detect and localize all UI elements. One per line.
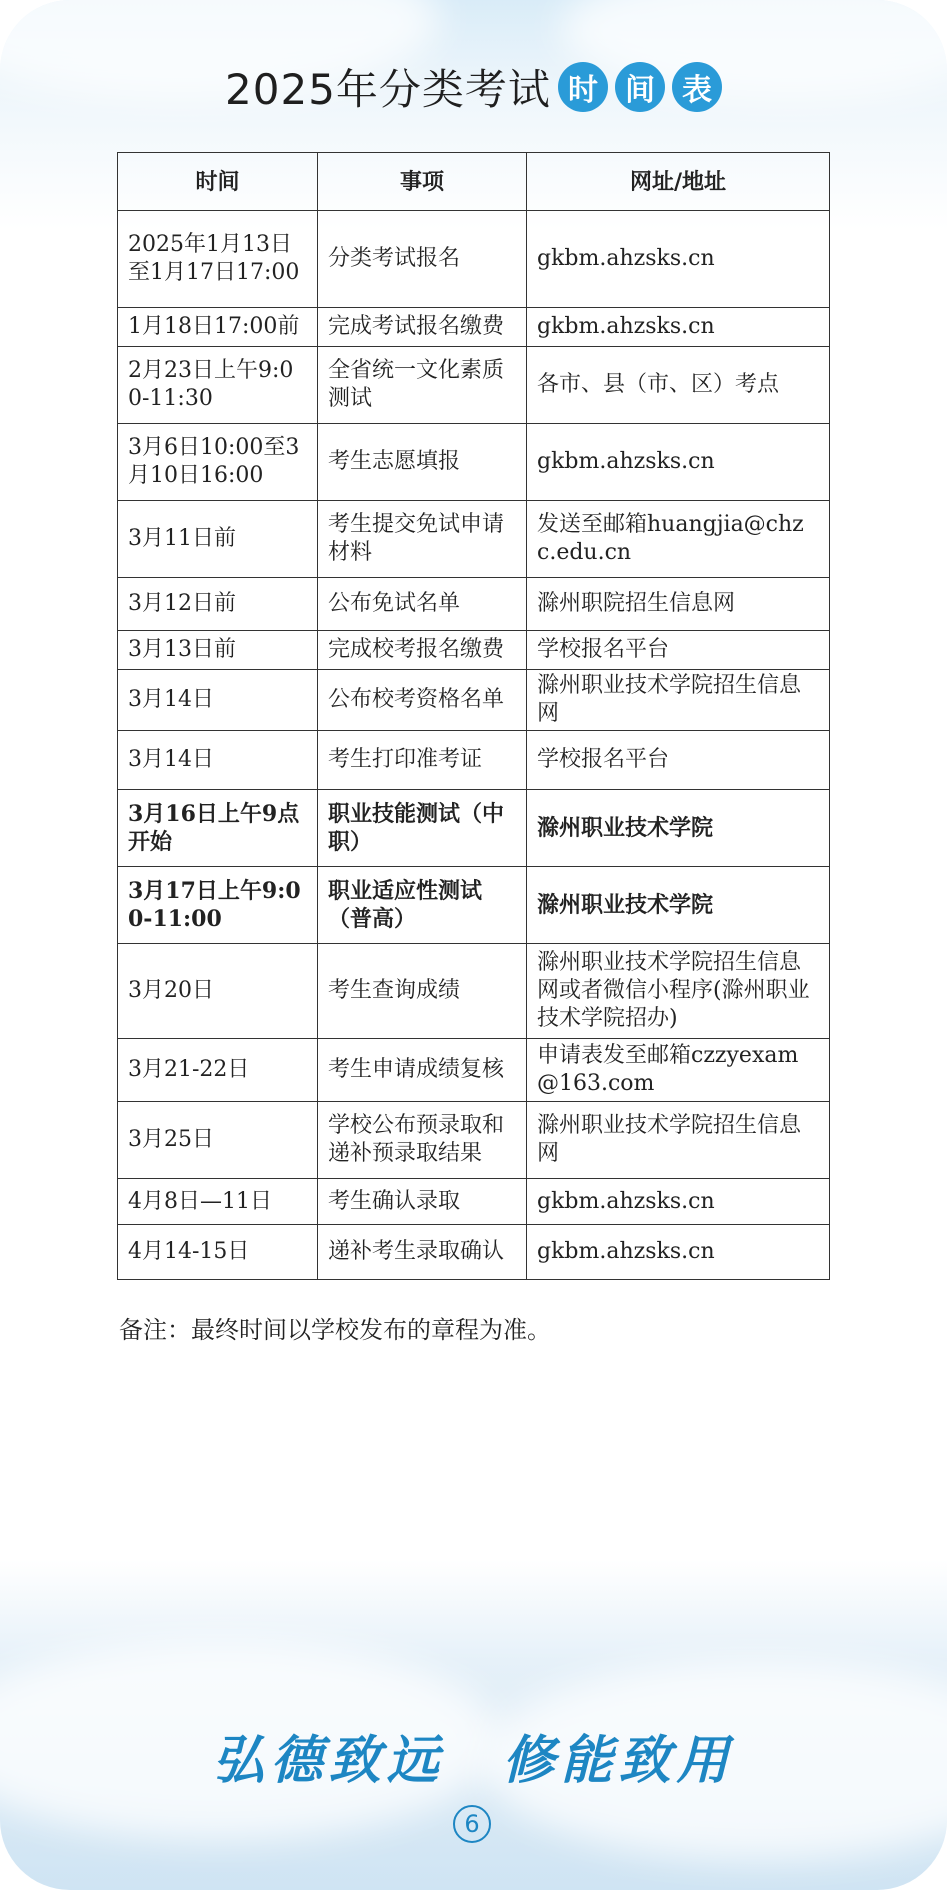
cell-item: 公布校考资格名单 [318,670,527,731]
cell-time: 3月17日上午9:00-11:00 [118,867,318,944]
schedule-table [117,152,830,1280]
title-circle-char: 表 [672,62,722,112]
cell-time: 3月25日 [118,1102,318,1179]
table-row [118,211,830,308]
cell-address: 发送至邮箱huangjia@chzc.edu.cn [527,501,830,578]
cell-address: 滁州职业技术学院招生信息网 [527,670,830,731]
cell-address: 滁州职院招生信息网 [527,578,830,631]
cell-time: 3月16日上午9点开始 [118,790,318,867]
cell-address: 滁州职业技术学院招生信息网或者微信小程序(滁州职业技术学院招办) [527,944,830,1039]
cell-time: 3月6日10:00至3月10日16:00 [118,424,318,501]
cell-item: 递补考生录取确认 [318,1225,527,1280]
page-title [0,52,947,122]
cell-item: 考生申请成绩复核 [318,1039,527,1102]
cell-address: 滁州职业技术学院 [527,867,830,944]
table-row [118,790,830,867]
page-number: 6 [453,1805,491,1843]
table-row [118,631,830,670]
cell-item: 考生查询成绩 [318,944,527,1039]
cell-time: 4月8日—11日 [118,1179,318,1225]
cell-address: gkbm.ahzsks.cn [527,211,830,308]
cell-item: 考生打印准考证 [318,731,527,790]
table-row [118,347,830,424]
table-row [118,670,830,731]
cell-item: 职业适应性测试（普高） [318,867,527,944]
cell-address: gkbm.ahzsks.cn [527,308,830,347]
header-address: 网址/地址 [527,153,830,211]
table-row [118,308,830,347]
cell-address: 各市、县（市、区）考点 [527,347,830,424]
cell-address: 学校报名平台 [527,731,830,790]
cell-item: 考生志愿填报 [318,424,527,501]
table-row [118,867,830,944]
table-row [118,1225,830,1280]
cell-time: 3月13日前 [118,631,318,670]
cell-item: 学校公布预录取和递补预录取结果 [318,1102,527,1179]
table-row [118,731,830,790]
table-header-row [118,153,830,211]
cell-address: gkbm.ahzsks.cn [527,424,830,501]
cell-time: 3月12日前 [118,578,318,631]
cell-time: 3月21-22日 [118,1039,318,1102]
cell-time: 4月14-15日 [118,1225,318,1280]
table-row [118,944,830,1039]
table-row [118,1039,830,1102]
cell-item: 考生提交免试申请材料 [318,501,527,578]
cell-item: 分类考试报名 [318,211,527,308]
title-text: 2025年分类考试 [225,65,551,114]
cell-item: 职业技能测试（中职） [318,790,527,867]
table-row [118,578,830,631]
table-row [118,501,830,578]
title-circle-char: 时 [558,62,608,112]
cell-address: 学校报名平台 [527,631,830,670]
cell-time: 3月11日前 [118,501,318,578]
cell-item: 考生确认录取 [318,1179,527,1225]
table-row [118,424,830,501]
cell-address: gkbm.ahzsks.cn [527,1225,830,1280]
cell-time: 1月18日17:00前 [118,308,318,347]
cell-time: 3月14日 [118,731,318,790]
slogan: 弘德致远 修能致用 [212,1731,735,1791]
cell-time: 3月14日 [118,670,318,731]
cell-time: 2月23日上午9:00-11:30 [118,347,318,424]
cell-time: 2025年1月13日至1月17日17:00 [118,211,318,308]
cell-time: 3月20日 [118,944,318,1039]
header-item: 事项 [318,153,527,211]
table-row [118,1102,830,1179]
cell-address: gkbm.ahzsks.cn [527,1179,830,1225]
cell-item: 全省统一文化素质测试 [318,347,527,424]
cell-item: 公布免试名单 [318,578,527,631]
cell-address: 申请表发至邮箱czzyexam@163.com [527,1039,830,1102]
cell-address: 滁州职业技术学院 [527,790,830,867]
cell-item: 完成校考报名缴费 [318,631,527,670]
cell-item: 完成考试报名缴费 [318,308,527,347]
table-row [118,1179,830,1225]
cell-address: 滁州职业技术学院招生信息网 [527,1102,830,1179]
header-time: 时间 [118,153,318,211]
title-circle-char: 间 [615,62,665,112]
footnote: 备注：最终时间以学校发布的章程为准。 [119,1316,551,1344]
